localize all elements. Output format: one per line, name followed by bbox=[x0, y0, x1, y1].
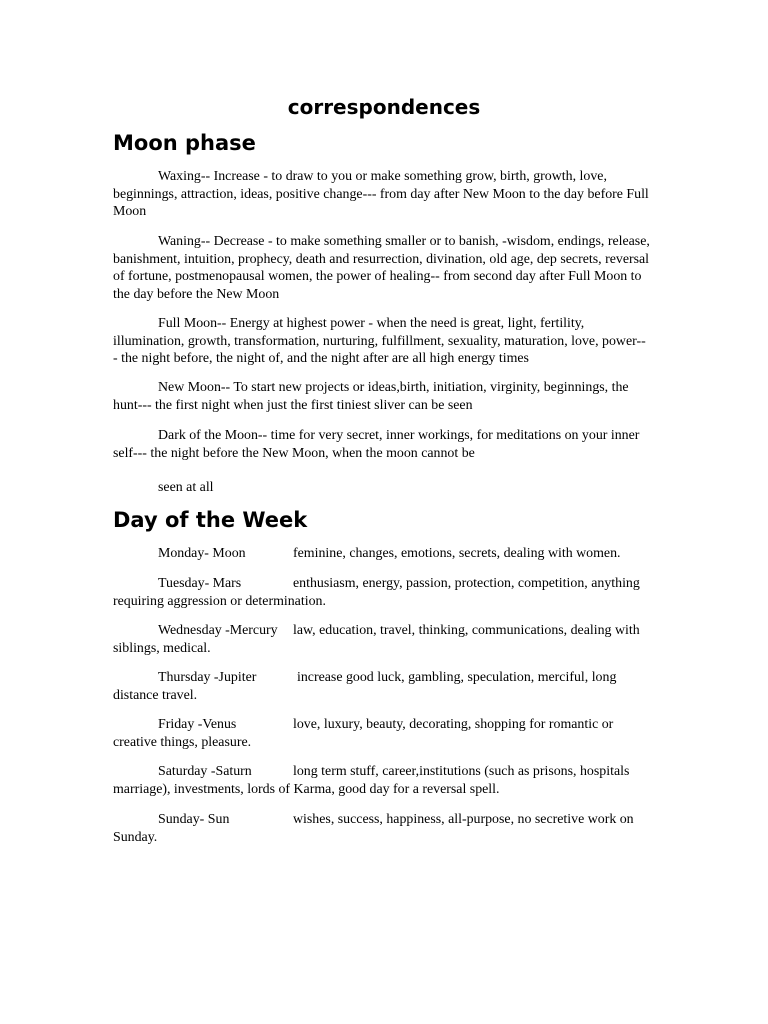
day-description: enthusiasm, energy, passion, protection, competition, anything requiring aggression or determination. bbox=[113, 576, 640, 609]
day-name: Wednesday -Mercury bbox=[158, 623, 278, 638]
day-row-thursday bbox=[113, 669, 653, 704]
day-row-sunday bbox=[113, 811, 653, 846]
day-row-friday bbox=[113, 716, 653, 751]
day-row-saturday bbox=[113, 763, 653, 798]
day-description: law, education, travel, thinking, communications, dealing with siblings, medical. bbox=[113, 623, 640, 656]
day-description: long term stuff, career,institutions (such as prisons, hospitals marriage), investments, lords of Karma, good day for a reversal spell. bbox=[113, 764, 630, 797]
moon-phase-new: New Moon-- To start new projects or ideas,birth, initiation, virginity, beginnings, the hunt--- the first night when just the first tiniest sliver can be seen bbox=[113, 380, 629, 413]
moon-phase-waning: Waning-- Decrease - to make something smaller or to banish, -wisdom, endings, release, banishment, intuition, prophecy, death and resurrection, divination, old age, dep secrets, reversal of fortune, postmenopausal women, the power of healing-- from second day after Full Moon to the day before the New Moon bbox=[113, 234, 650, 302]
day-description: love, luxury, beauty, decorating, shopping for romantic or creative things, pleasure. bbox=[113, 717, 614, 750]
day-row-wednesday bbox=[113, 622, 653, 657]
day-description: feminine, changes, emotions, secrets, dealing with women. bbox=[293, 546, 621, 561]
day-row-monday bbox=[113, 545, 653, 563]
day-name: Tuesday- Mars bbox=[158, 576, 242, 591]
moon-phase-waxing: Waxing-- Increase - to draw to you or make something grow, birth, growth, love, beginnings, attraction, ideas, positive change--- from day after New Moon to the day before Full Moon bbox=[113, 169, 649, 220]
moon-phase-dark: Dark of the Moon-- time for very secret, inner workings, for meditations on your inner self--- the night before the New Moon, when the moon cannot be bbox=[113, 428, 640, 461]
day-of-week-heading: Day of the Week bbox=[113, 508, 308, 532]
document-title: correspondences bbox=[287, 95, 481, 119]
day-name: Monday- Moon bbox=[158, 546, 246, 561]
day-name: Saturday -Saturn bbox=[158, 764, 252, 779]
day-name: Friday -Venus bbox=[158, 717, 237, 732]
day-name: Sunday- Sun bbox=[158, 812, 230, 827]
day-description: wishes, success, happiness, all-purpose, no secretive work on Sunday. bbox=[113, 812, 634, 845]
moon-phase-dark-continued: seen at all bbox=[158, 480, 214, 495]
moon-phase-heading: Moon phase bbox=[113, 131, 256, 155]
day-description: increase good luck, gambling, speculation, merciful, long distance travel. bbox=[113, 670, 617, 703]
day-name: Thursday -Jupiter bbox=[158, 670, 257, 685]
day-row-tuesday bbox=[113, 575, 653, 610]
moon-phase-full: Full Moon-- Energy at highest power - when the need is great, light, fertility, illumination, growth, transformation, nurturing, fulfillment, sexuality, maturation, love, power--- the night before, the night of, and the night after are all high energy times bbox=[113, 316, 646, 367]
